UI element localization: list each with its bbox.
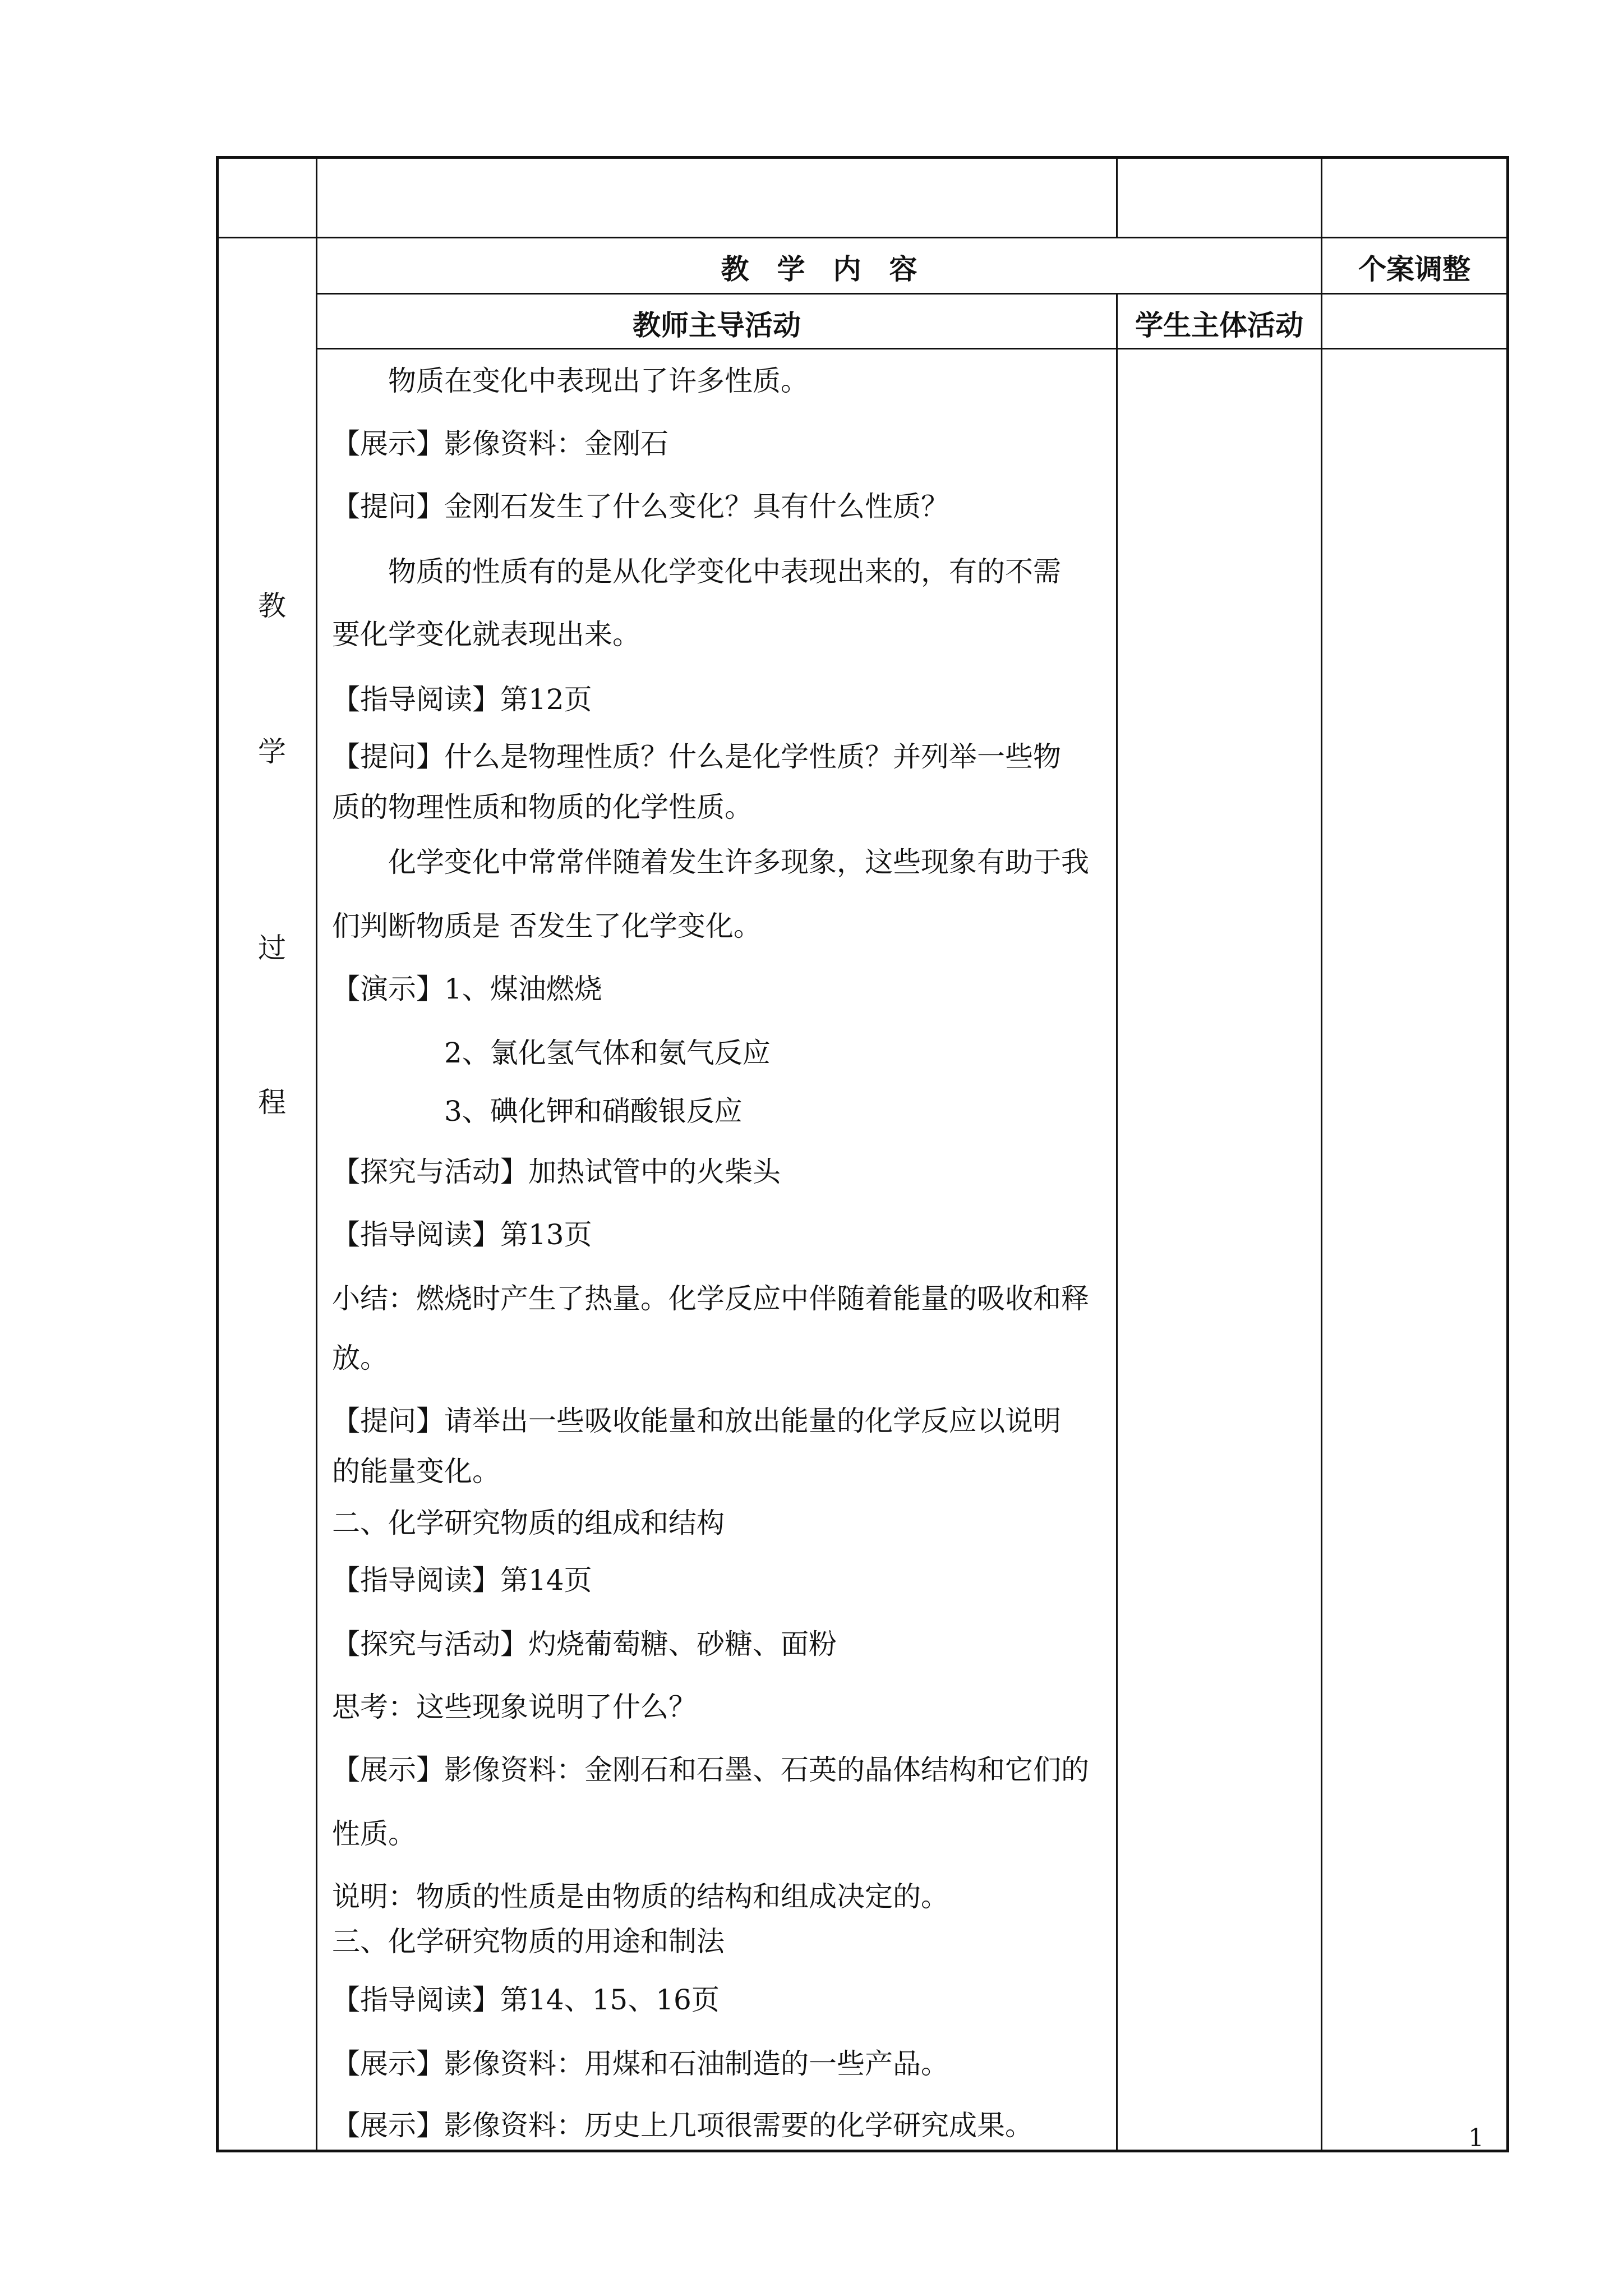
- side-label-char-4: 程: [258, 1086, 286, 1119]
- text-line: 【提问】什么是物理性质？什么是化学性质？并列举一些物: [332, 740, 1061, 773]
- text-line: 【展示】影像资料：金刚石和石墨、石英的晶体结构和它们的: [332, 1754, 1089, 1786]
- text-line: 【探究与活动】加热试管中的火柴头: [332, 1156, 781, 1188]
- text-line: 要化学变化就表现出来。: [332, 618, 640, 651]
- col-divider-1: [316, 156, 317, 2152]
- text-line: 三、化学研究物质的用途和制法: [332, 1925, 725, 1958]
- text-line: 说明：物质的性质是由物质的结构和组成决定的。: [332, 1880, 949, 1913]
- table-border-top: [216, 156, 1509, 159]
- text-line: 【展示】影像资料：用煤和石油制造的一些产品。: [332, 2047, 949, 2080]
- col-divider-3: [1321, 156, 1322, 2152]
- table-border-left: [216, 156, 219, 2152]
- text-line: 【展示】影像资料：金刚石: [332, 427, 668, 460]
- table-border-right: [1506, 156, 1509, 2152]
- col-divider-2: [1116, 294, 1118, 2151]
- text-line: 【指导阅读】第14、15、16页: [332, 1984, 720, 2016]
- text-line: 【提问】请举出一些吸收能量和放出能量的化学反应以说明: [332, 1405, 1061, 1437]
- text-line: 2、氯化氢气体和氨气反应: [444, 1037, 771, 1069]
- text-line: 化学变化中常常伴随着发生许多现象，这些现象有助于我: [388, 846, 1089, 878]
- teaching-content-header: 教 学 内 容: [721, 252, 917, 286]
- text-line: 二、化学研究物质的组成和结构: [332, 1507, 725, 1539]
- text-line: 【演示】1、煤油燃烧: [332, 973, 602, 1005]
- text-line: 们判断物质是 否发生了化学变化。: [332, 910, 762, 942]
- side-label-char-1: 教: [258, 590, 286, 622]
- text-line: 【指导阅读】第13页: [332, 1218, 592, 1251]
- case-adjust-header: 个案调整: [1358, 252, 1470, 286]
- text-line: 【探究与活动】灼烧葡萄糖、砂糖、面粉: [332, 1628, 837, 1660]
- text-line: 思考：这些现象说明了什么？: [332, 1691, 697, 1723]
- student-activity-header: 学生主体活动: [1135, 309, 1303, 342]
- teacher-activity-header: 教师主导活动: [633, 309, 801, 342]
- text-line: 【指导阅读】第14页: [332, 1564, 592, 1596]
- side-label-char-3: 过: [258, 932, 286, 964]
- text-line: 的能量变化。: [332, 1455, 500, 1488]
- text-line: 放。: [332, 1342, 388, 1374]
- side-label-char-2: 学: [258, 735, 286, 768]
- row-divider-1: [216, 237, 1509, 238]
- table-border-bottom: [216, 2150, 1509, 2152]
- text-line: 小结：燃烧时产生了热量。化学反应中伴随着能量的吸收和释: [332, 1282, 1089, 1315]
- text-line: 质的物理性质和物质的化学性质。: [332, 791, 753, 823]
- text-line: 【展示】影像资料：历史上几项很需要的化学研究成果。: [332, 2109, 1033, 2142]
- text-line: 物质的性质有的是从化学变化中表现出来的，有的不需: [388, 555, 1061, 588]
- text-line: 【提问】金刚石发生了什么变化？具有什么性质？: [332, 490, 949, 523]
- row-divider-3: [316, 348, 1509, 349]
- text-line: 性质。: [332, 1818, 416, 1850]
- text-line: 物质在变化中表现出了许多性质。: [388, 365, 809, 397]
- text-line: 【指导阅读】第12页: [332, 683, 592, 716]
- row-divider-2: [316, 293, 1509, 295]
- page-number: 1: [1468, 2124, 1484, 2152]
- col-divider-2-top: [1116, 156, 1118, 238]
- text-line: 3、碘化钾和硝酸银反应: [444, 1095, 743, 1128]
